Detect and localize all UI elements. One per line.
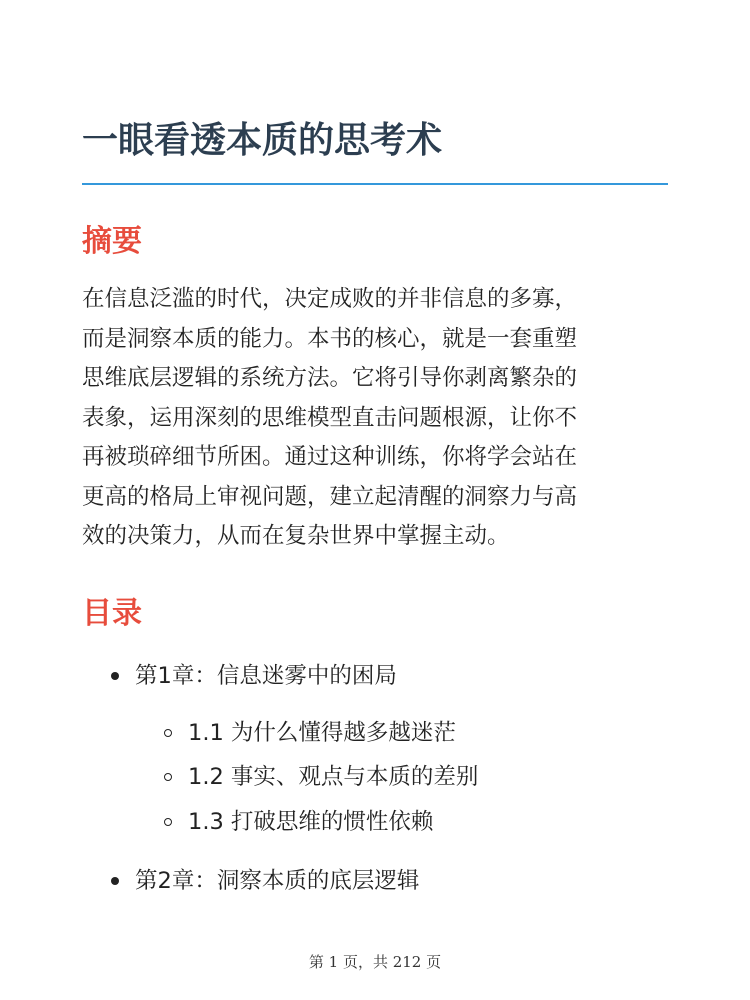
summary-line: 表象，运用深刻的思维模型直击问题根源，让你不 bbox=[82, 404, 578, 431]
toc-heading: 目录 bbox=[82, 596, 142, 631]
bullet-disc-icon bbox=[111, 672, 119, 680]
toc-section-label: 1.2 事实、观点与本质的差别 bbox=[188, 764, 479, 790]
toc-section-label: 1.3 打破思维的惯性依赖 bbox=[188, 809, 434, 835]
summary-line: 再被琐碎细节所困。通过这种训练，你将学会站在 bbox=[82, 444, 578, 470]
bullet-disc-icon bbox=[111, 877, 119, 885]
summary-line: 效的决策力，从而在复杂世界中掌握主动。 bbox=[82, 523, 510, 549]
summary-heading: 摘要 bbox=[82, 224, 142, 259]
summary-line: 在信息泛滥的时代，决定成败的并非信息的多寡， bbox=[82, 286, 578, 312]
title-divider bbox=[82, 183, 668, 185]
toc-section-label: 1.1 为什么懂得越多越迷茫 bbox=[188, 720, 456, 746]
bullet-circle-icon bbox=[164, 773, 172, 781]
summary-line: 更高的格局上审视问题，建立起清醒的洞察力与高 bbox=[82, 483, 578, 510]
toc-chapter-label: 第2章：洞察本质的底层逻辑 bbox=[135, 868, 420, 894]
toc-chapter-label: 第1章：信息迷雾中的困局 bbox=[135, 663, 397, 689]
summary-line: 思维底层逻辑的系统方法。它将引导你剥离繁杂的 bbox=[82, 365, 578, 391]
summary-line: 而是洞察本质的能力。本书的核心，就是一套重塑 bbox=[82, 325, 578, 352]
book-title: 一眼看透本质的思考术 bbox=[82, 120, 443, 161]
bullet-circle-icon bbox=[164, 729, 172, 737]
summary-paragraph bbox=[82, 280, 668, 557]
bullet-circle-icon bbox=[164, 818, 172, 826]
page-footer: 第 1 页，共 212 页 bbox=[308, 953, 442, 971]
